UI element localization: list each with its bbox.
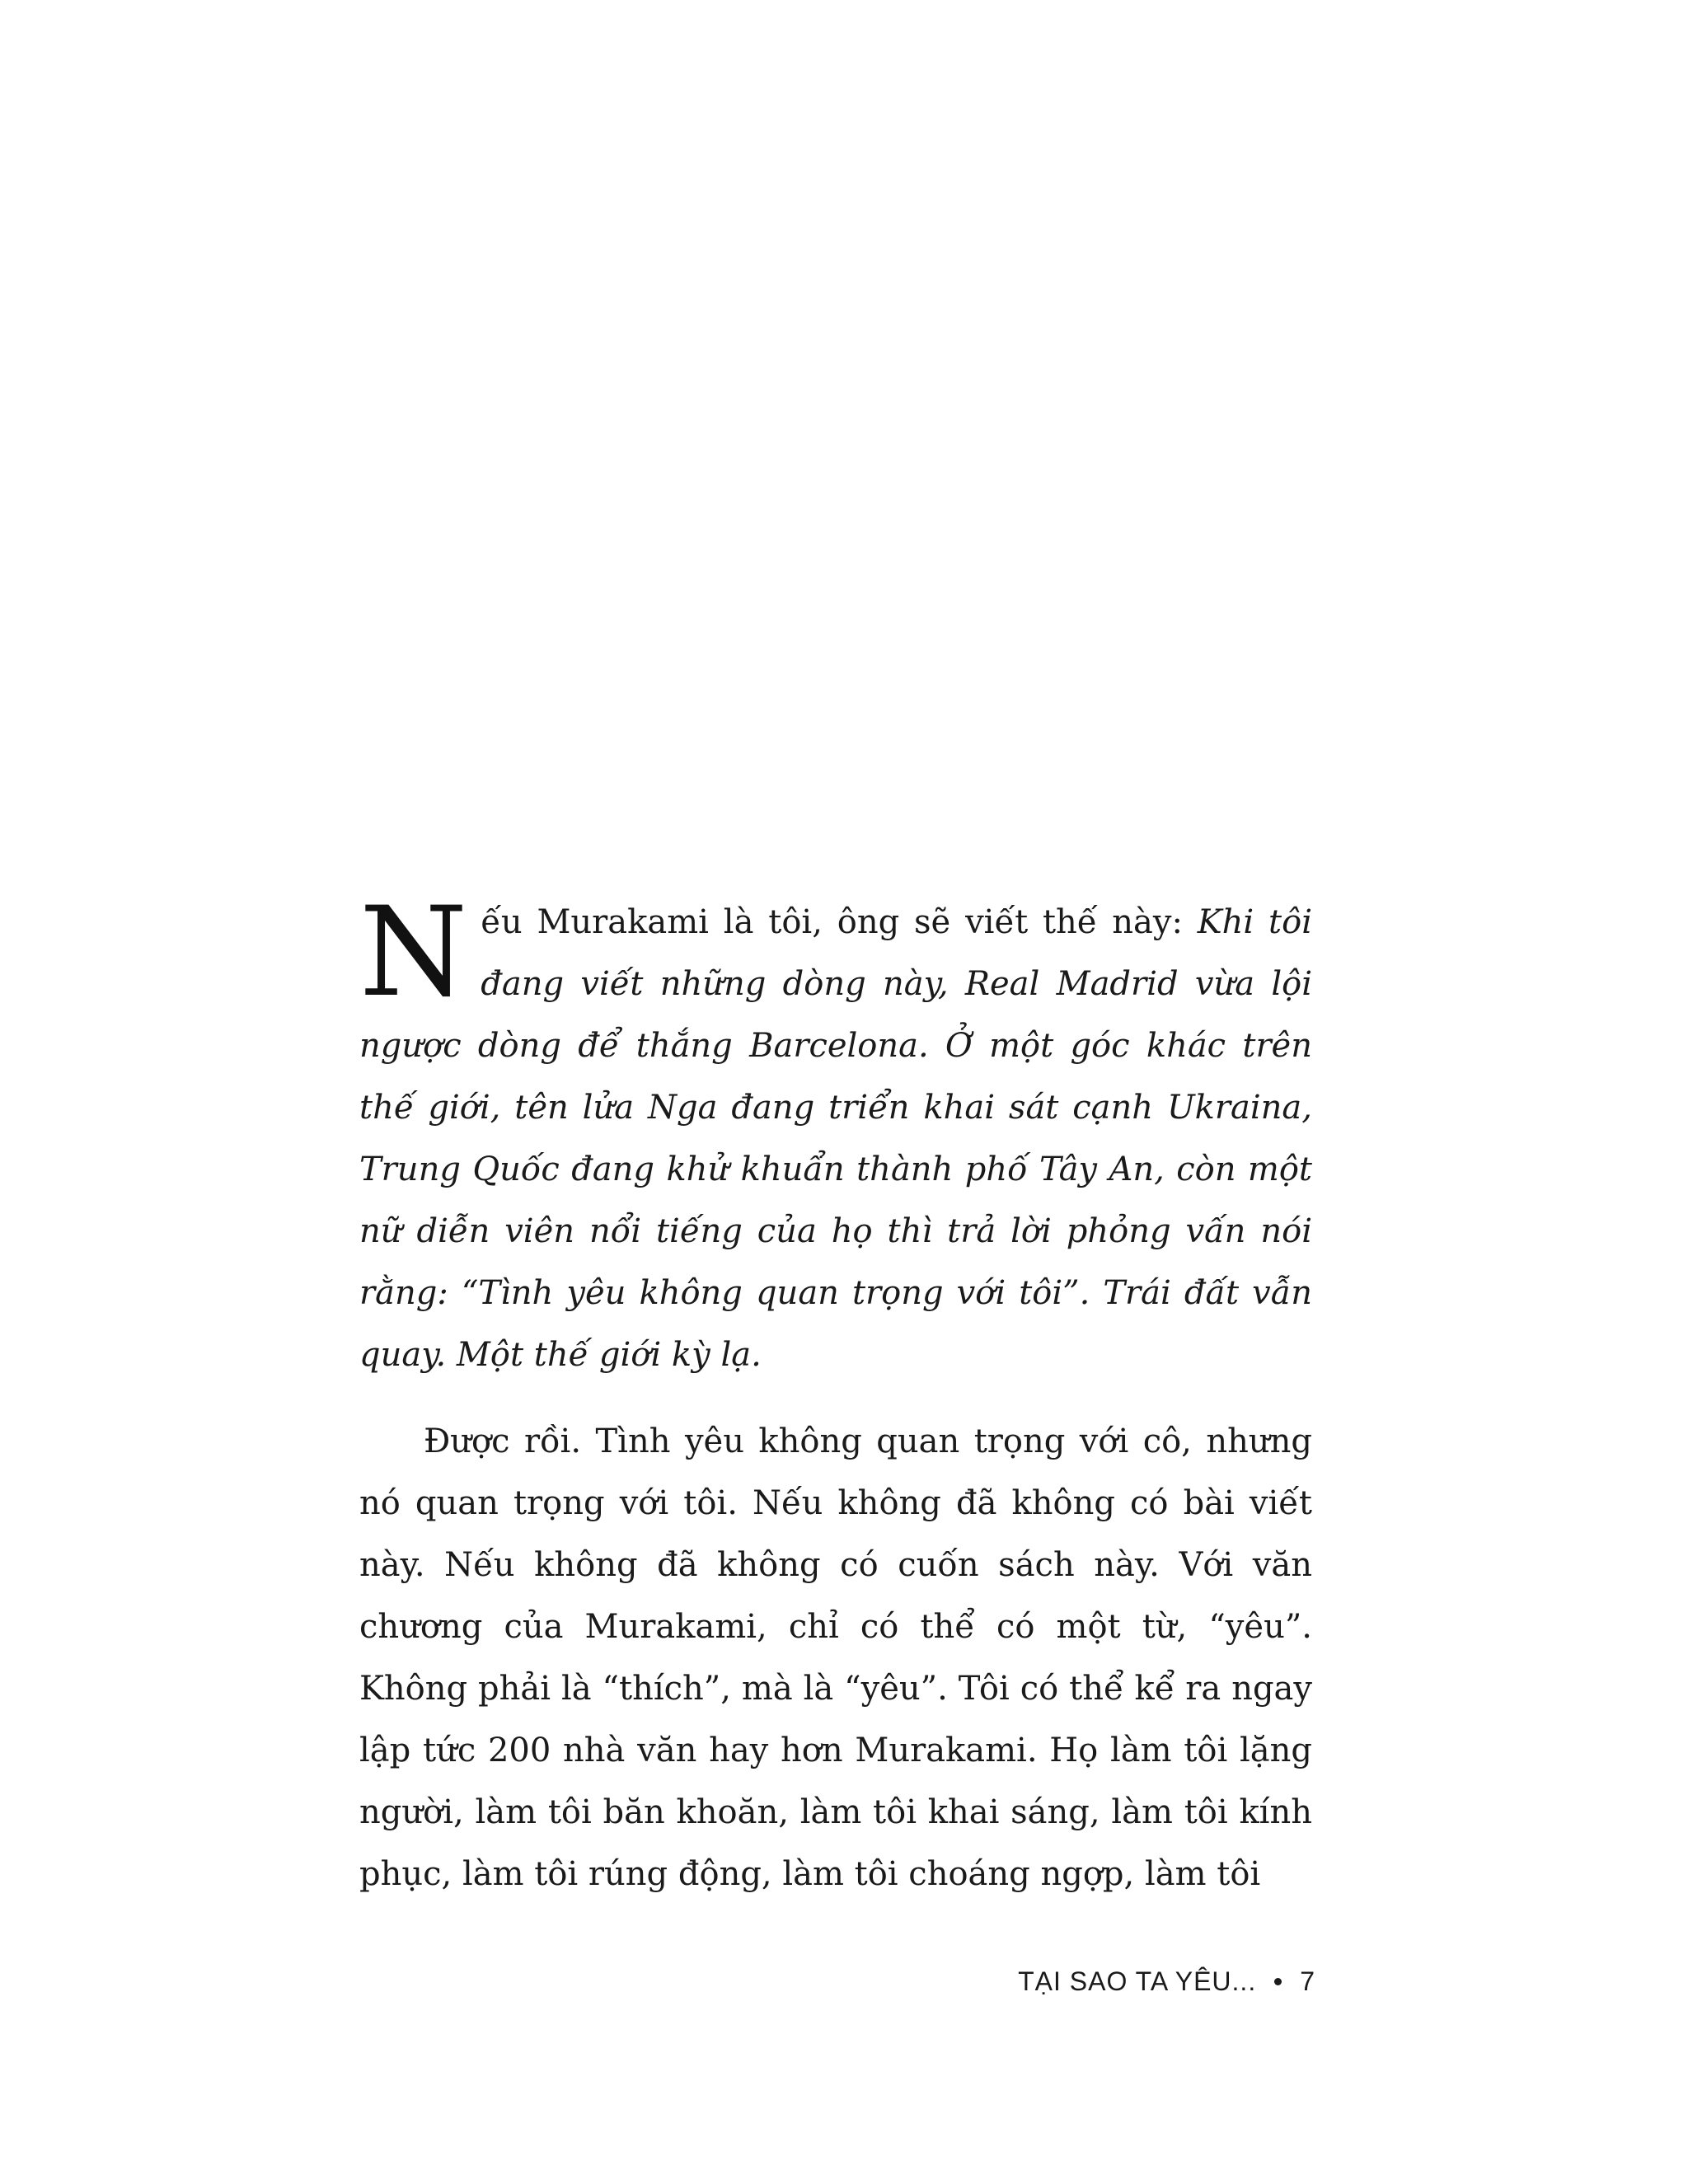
page-number: 7	[1300, 1966, 1315, 1996]
paragraph-2: Được rồi. Tình yêu không quan trọng với cô, nhưng nó quan trọng với tôi. Nếu không đã không có bài viết này. Nếu không đã không có cuốn sách này. Với văn chương của Murakami, chỉ có thể có một từ, “yêu”. Không phải là “thích”, mà là “yêu”. Tôi có thể kể ra ngay lập tức 200 nhà văn hay hơn Murakami. Họ làm tôi lặng người, làm tôi băn khoăn, làm tôi khai sáng, làm tôi kính phục, làm tôi rúng động, làm tôi choáng ngợp, làm tôi	[359, 1422, 1312, 1893]
paragraph-1-italic: Khi tôi đang viết những dòng này, Real Madrid vừa lội ngược dòng để thắng Barcelona. Ở một góc khác trên thế giới, tên lửa Nga đang triển khai sát cạnh Ukraina, Trung Quốc đang khử khuẩn thành phố Tây An, còn một nữ diễn viên nổi tiếng của họ thì trả lời phỏng vấn nói rằng: “Tình yêu không quan trọng với tôi”. Trái đất vẫn quay. Một thế giới kỳ lạ.	[359, 903, 1312, 1374]
bullet-separator-icon	[1274, 1978, 1282, 1985]
drop-cap: N	[359, 881, 468, 1024]
body-text	[359, 881, 1312, 1905]
page-footer	[1018, 1966, 1315, 1997]
paragraph-1-lead: ếu Murakami là tôi, ông sẽ viết thế này:	[481, 903, 1198, 941]
running-title: TẠI SAO TA YÊU...	[1018, 1966, 1257, 1996]
paragraph-1	[359, 881, 1312, 1386]
